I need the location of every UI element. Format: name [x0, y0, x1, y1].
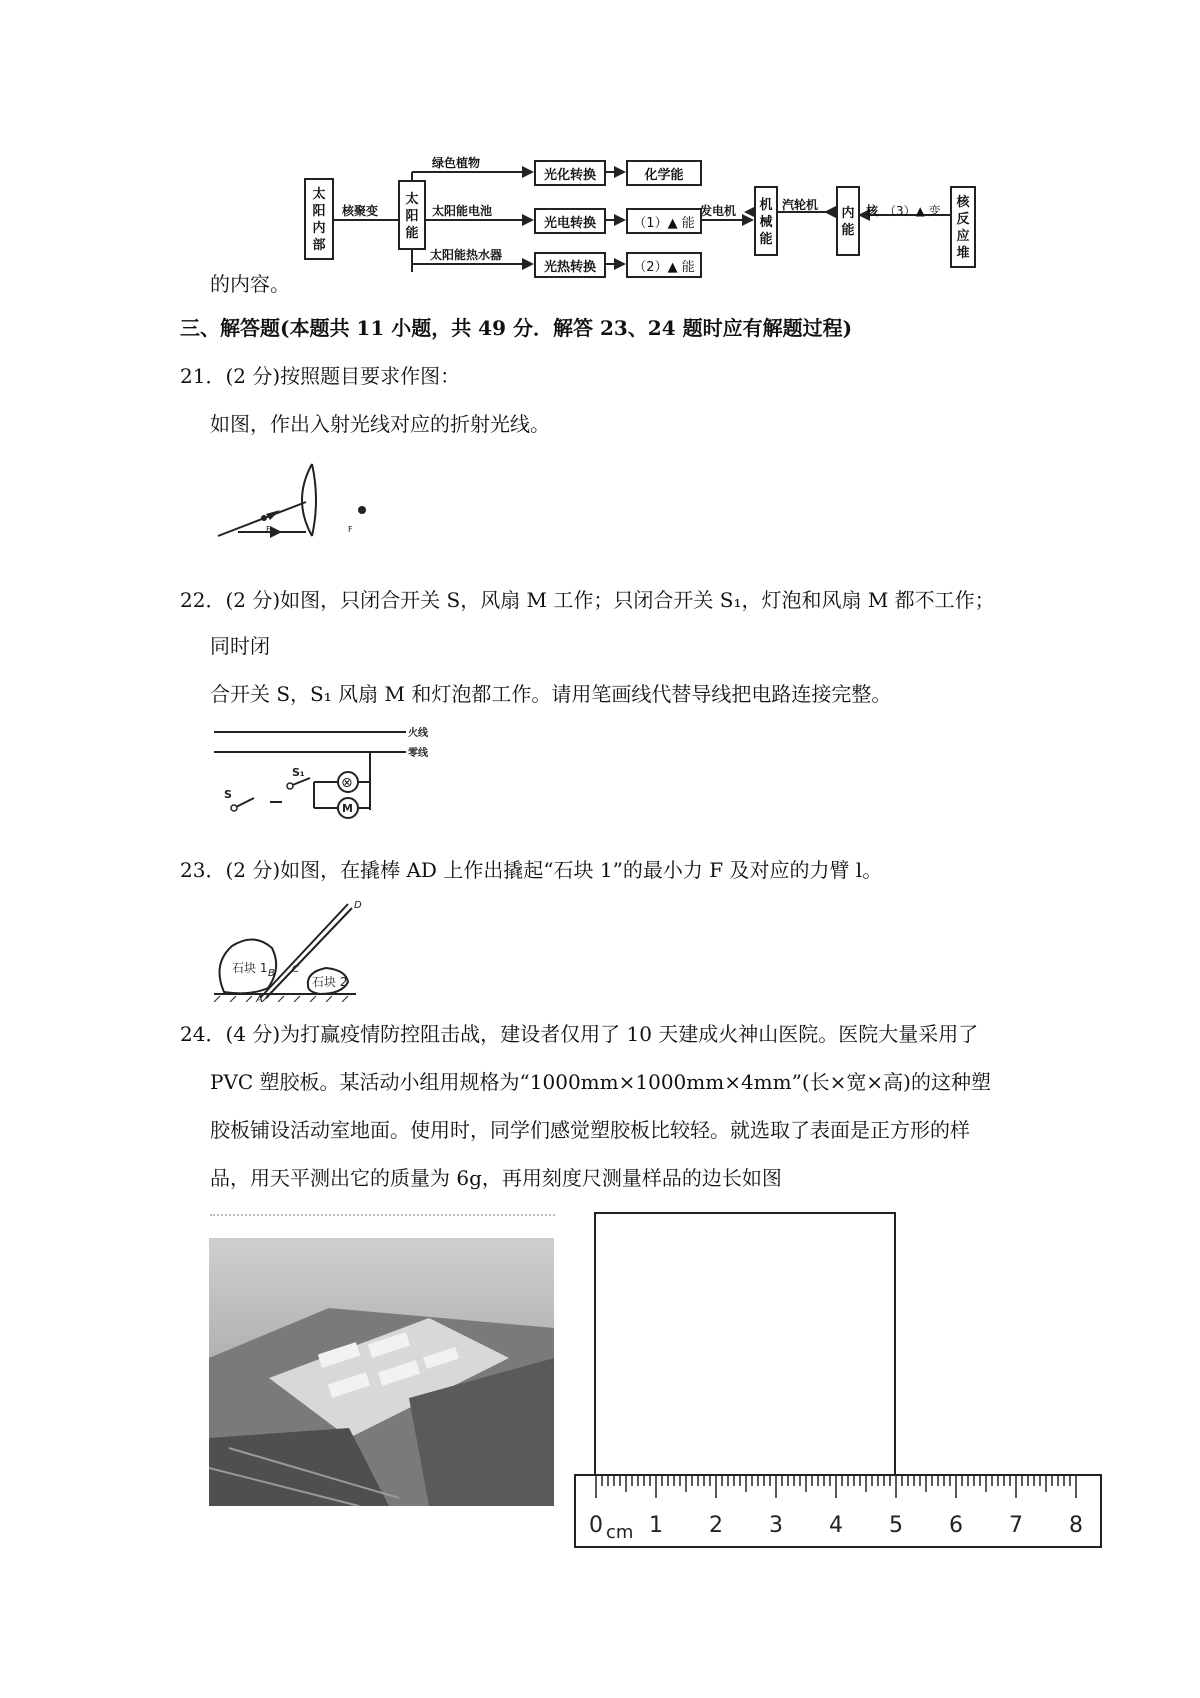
q21-body: 如图，作出入射光线对应的折射光线。 — [210, 412, 550, 436]
square-sample — [594, 1212, 896, 1478]
rock-1-label: 石块 1 — [232, 961, 268, 975]
ruler-label: 2 — [709, 1513, 723, 1538]
switch-s1-label: S₁ — [292, 766, 305, 779]
q22-circuit-figure — [210, 722, 470, 822]
ruler-label: 6 — [949, 1513, 963, 1538]
q24-line3: 胶板铺设活动室地面。使用时，同学们感觉塑胶板比较轻。就选取了表面是正方形的样 — [210, 1118, 970, 1142]
point-b-label: B — [268, 968, 275, 979]
box-chemical-energy: 化学能 — [626, 160, 702, 186]
label-turbine: 汽轮机 — [782, 198, 819, 212]
label-fusion: 核聚变 — [342, 204, 379, 218]
flow-connectors — [0, 0, 1200, 280]
box-blank-2: （2）▲ 能 — [626, 252, 702, 278]
ruler-label: 0 — [589, 1513, 603, 1538]
motor-symbol: M — [342, 802, 353, 815]
label-solar-cell: 太阳能电池 — [432, 204, 493, 218]
box-photoelectric: 光电转换 — [534, 208, 606, 234]
dotted-divider — [210, 1214, 555, 1216]
q24-line2: PVC 塑胶板。某活动小组用规格为“1000mm×1000mm×4mm”(长×宽×高)的这种塑 — [210, 1070, 991, 1094]
q22-line2: 同时闭 — [210, 634, 270, 658]
label-water-heater: 太阳能热水器 — [430, 248, 503, 262]
q23-lever-figure — [210, 898, 380, 1002]
label-generator: 发电机 — [700, 204, 737, 218]
svg-text:F: F — [348, 525, 353, 534]
neutral-wire-label: 零线 — [408, 748, 428, 759]
q24-line4: 品，用天平测出它的质量为 6g，再用刻度尺测量样品的边长如图 — [210, 1166, 782, 1190]
label-blank-3: （3）▲ 变 — [884, 204, 941, 218]
svg-text:F: F — [266, 525, 271, 534]
ruler-label: 1 — [649, 1513, 663, 1538]
ruler-unit: cm — [606, 1522, 634, 1543]
live-wire-label: 火线 — [408, 728, 428, 739]
q24-line1: 24．(4 分)为打赢疫情防控阻击战，建设者仅用了 10 天建成火神山医院。医院大量采用了 — [180, 1022, 979, 1046]
box-photothermal: 光热转换 — [534, 252, 606, 278]
ruler-label: 4 — [829, 1513, 843, 1538]
ruler-label: 7 — [1009, 1513, 1023, 1538]
q22-line3: 合开关 S，S₁ 风扇 M 和灯泡都工作。请用笔画线代替导线把电路连接完整。 — [210, 682, 892, 706]
label-plants: 绿色植物 — [432, 156, 481, 170]
lamp-symbol: ⊗ — [341, 775, 353, 791]
box-photochemical: 光化转换 — [534, 160, 606, 186]
point-a-label: A — [256, 994, 263, 1002]
label-nuclear: 核 — [866, 204, 879, 218]
hospital-aerial-photo — [209, 1238, 554, 1506]
box-solar-energy: 太 阳 能 — [398, 180, 426, 250]
box-sun-interior: 太 阳 内 部 — [304, 178, 334, 260]
flow-tail-text: 的内容。 — [210, 272, 290, 296]
ruler-label: 8 — [1069, 1513, 1083, 1538]
box-internal-energy: 内 能 — [836, 186, 860, 256]
point-c-label: C — [292, 964, 299, 975]
section-heading: 三、解答题(本题共 11 小题，共 49 分．解答 23、24 题时应有解题过程) — [180, 316, 853, 340]
q23-text: 23．(2 分)如图，在撬棒 AD 上作出撬起“石块 1”的最小力 F 及对应的力臂 l。 — [180, 858, 883, 882]
rock-2-label: 石块 2 — [312, 975, 348, 989]
q21-heading: 21．(2 分)按照题目要求作图： — [180, 364, 461, 388]
point-d-label: D — [354, 900, 362, 911]
ruler — [574, 1474, 1102, 1554]
box-reactor: 核 反 应 堆 — [950, 186, 976, 268]
ruler-label: 3 — [769, 1513, 783, 1538]
ruler-label: 5 — [889, 1513, 903, 1538]
box-mechanical-energy: 机 械 能 — [754, 186, 778, 256]
box-blank-1: （1）▲ 能 — [626, 208, 702, 234]
q21-lens-figure — [210, 460, 390, 540]
switch-s-label: S — [224, 788, 232, 801]
q22-line1: 22．(2 分)如图，只闭合开关 S，风扇 M 工作；只闭合开关 S₁，灯泡和风扇 M 都不工作； — [180, 588, 995, 612]
